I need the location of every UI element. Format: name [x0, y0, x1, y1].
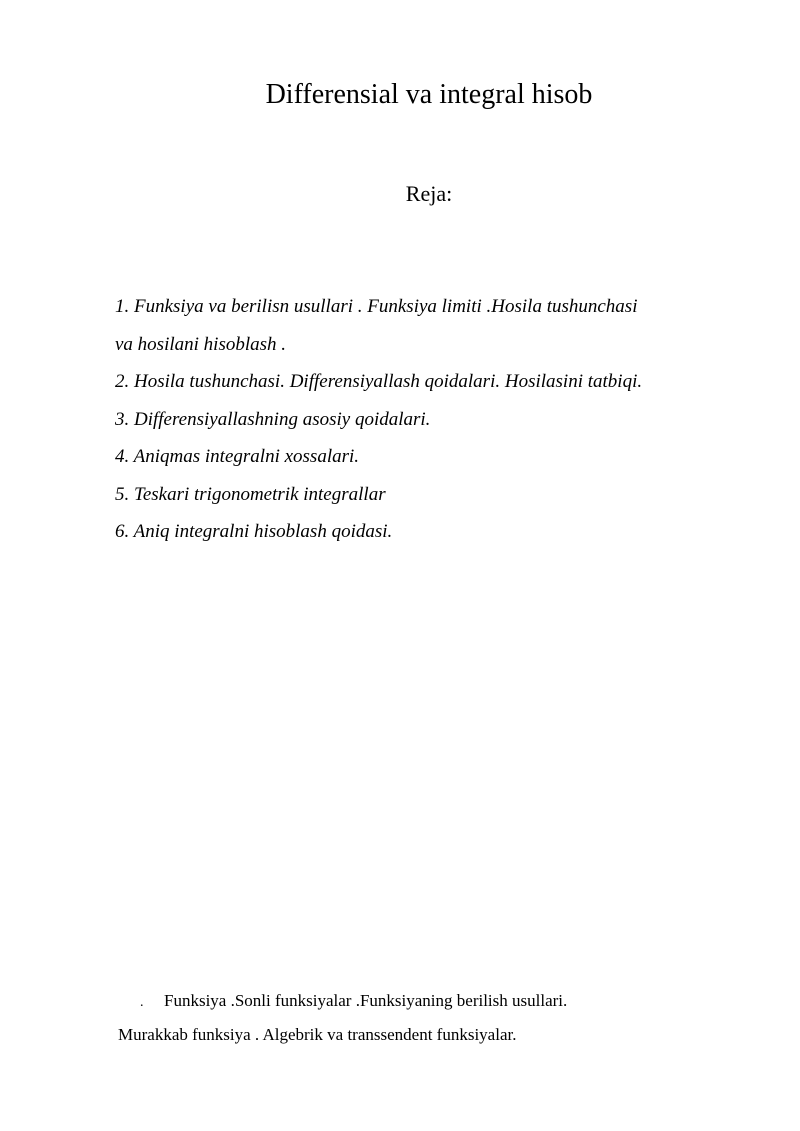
plan-item: 4. Aniqmas integralni xossalari. [115, 446, 360, 467]
body-line [118, 985, 778, 1019]
bullet-dot: . [140, 995, 144, 1010]
plan-item: 2. Hosila tushunchasi. Differensiyallash qoidalari. Hosilasini tatbiqi. [115, 371, 643, 392]
plan-item: 5. Teskari trigonometrik integrallar [115, 483, 386, 505]
body-paragraph [118, 985, 778, 1051]
plan-heading: Reja: [405, 181, 453, 206]
plan-item: 3. Differensiyallashning asosiy qoidalari. [115, 408, 431, 430]
plan-item: 1. Funksiya va berilisn usullari . Funksiya limiti .Hosila tushunchasi [115, 296, 638, 317]
plan-item: va hosilani hisoblash . [115, 333, 287, 355]
plan-list [115, 288, 785, 551]
plan-item: 6. Aniq integralni hisoblash qoidasi. [115, 521, 393, 542]
body-line-text: Funksiya .Sonli funksiyalar .Funksiyaning berilish usullari. [164, 991, 568, 1010]
page-title: Differensial va integral hisob [265, 79, 593, 110]
body-line: Murakkab funksiya . Algebrik va transsendent funksiyalar. [118, 1025, 517, 1044]
